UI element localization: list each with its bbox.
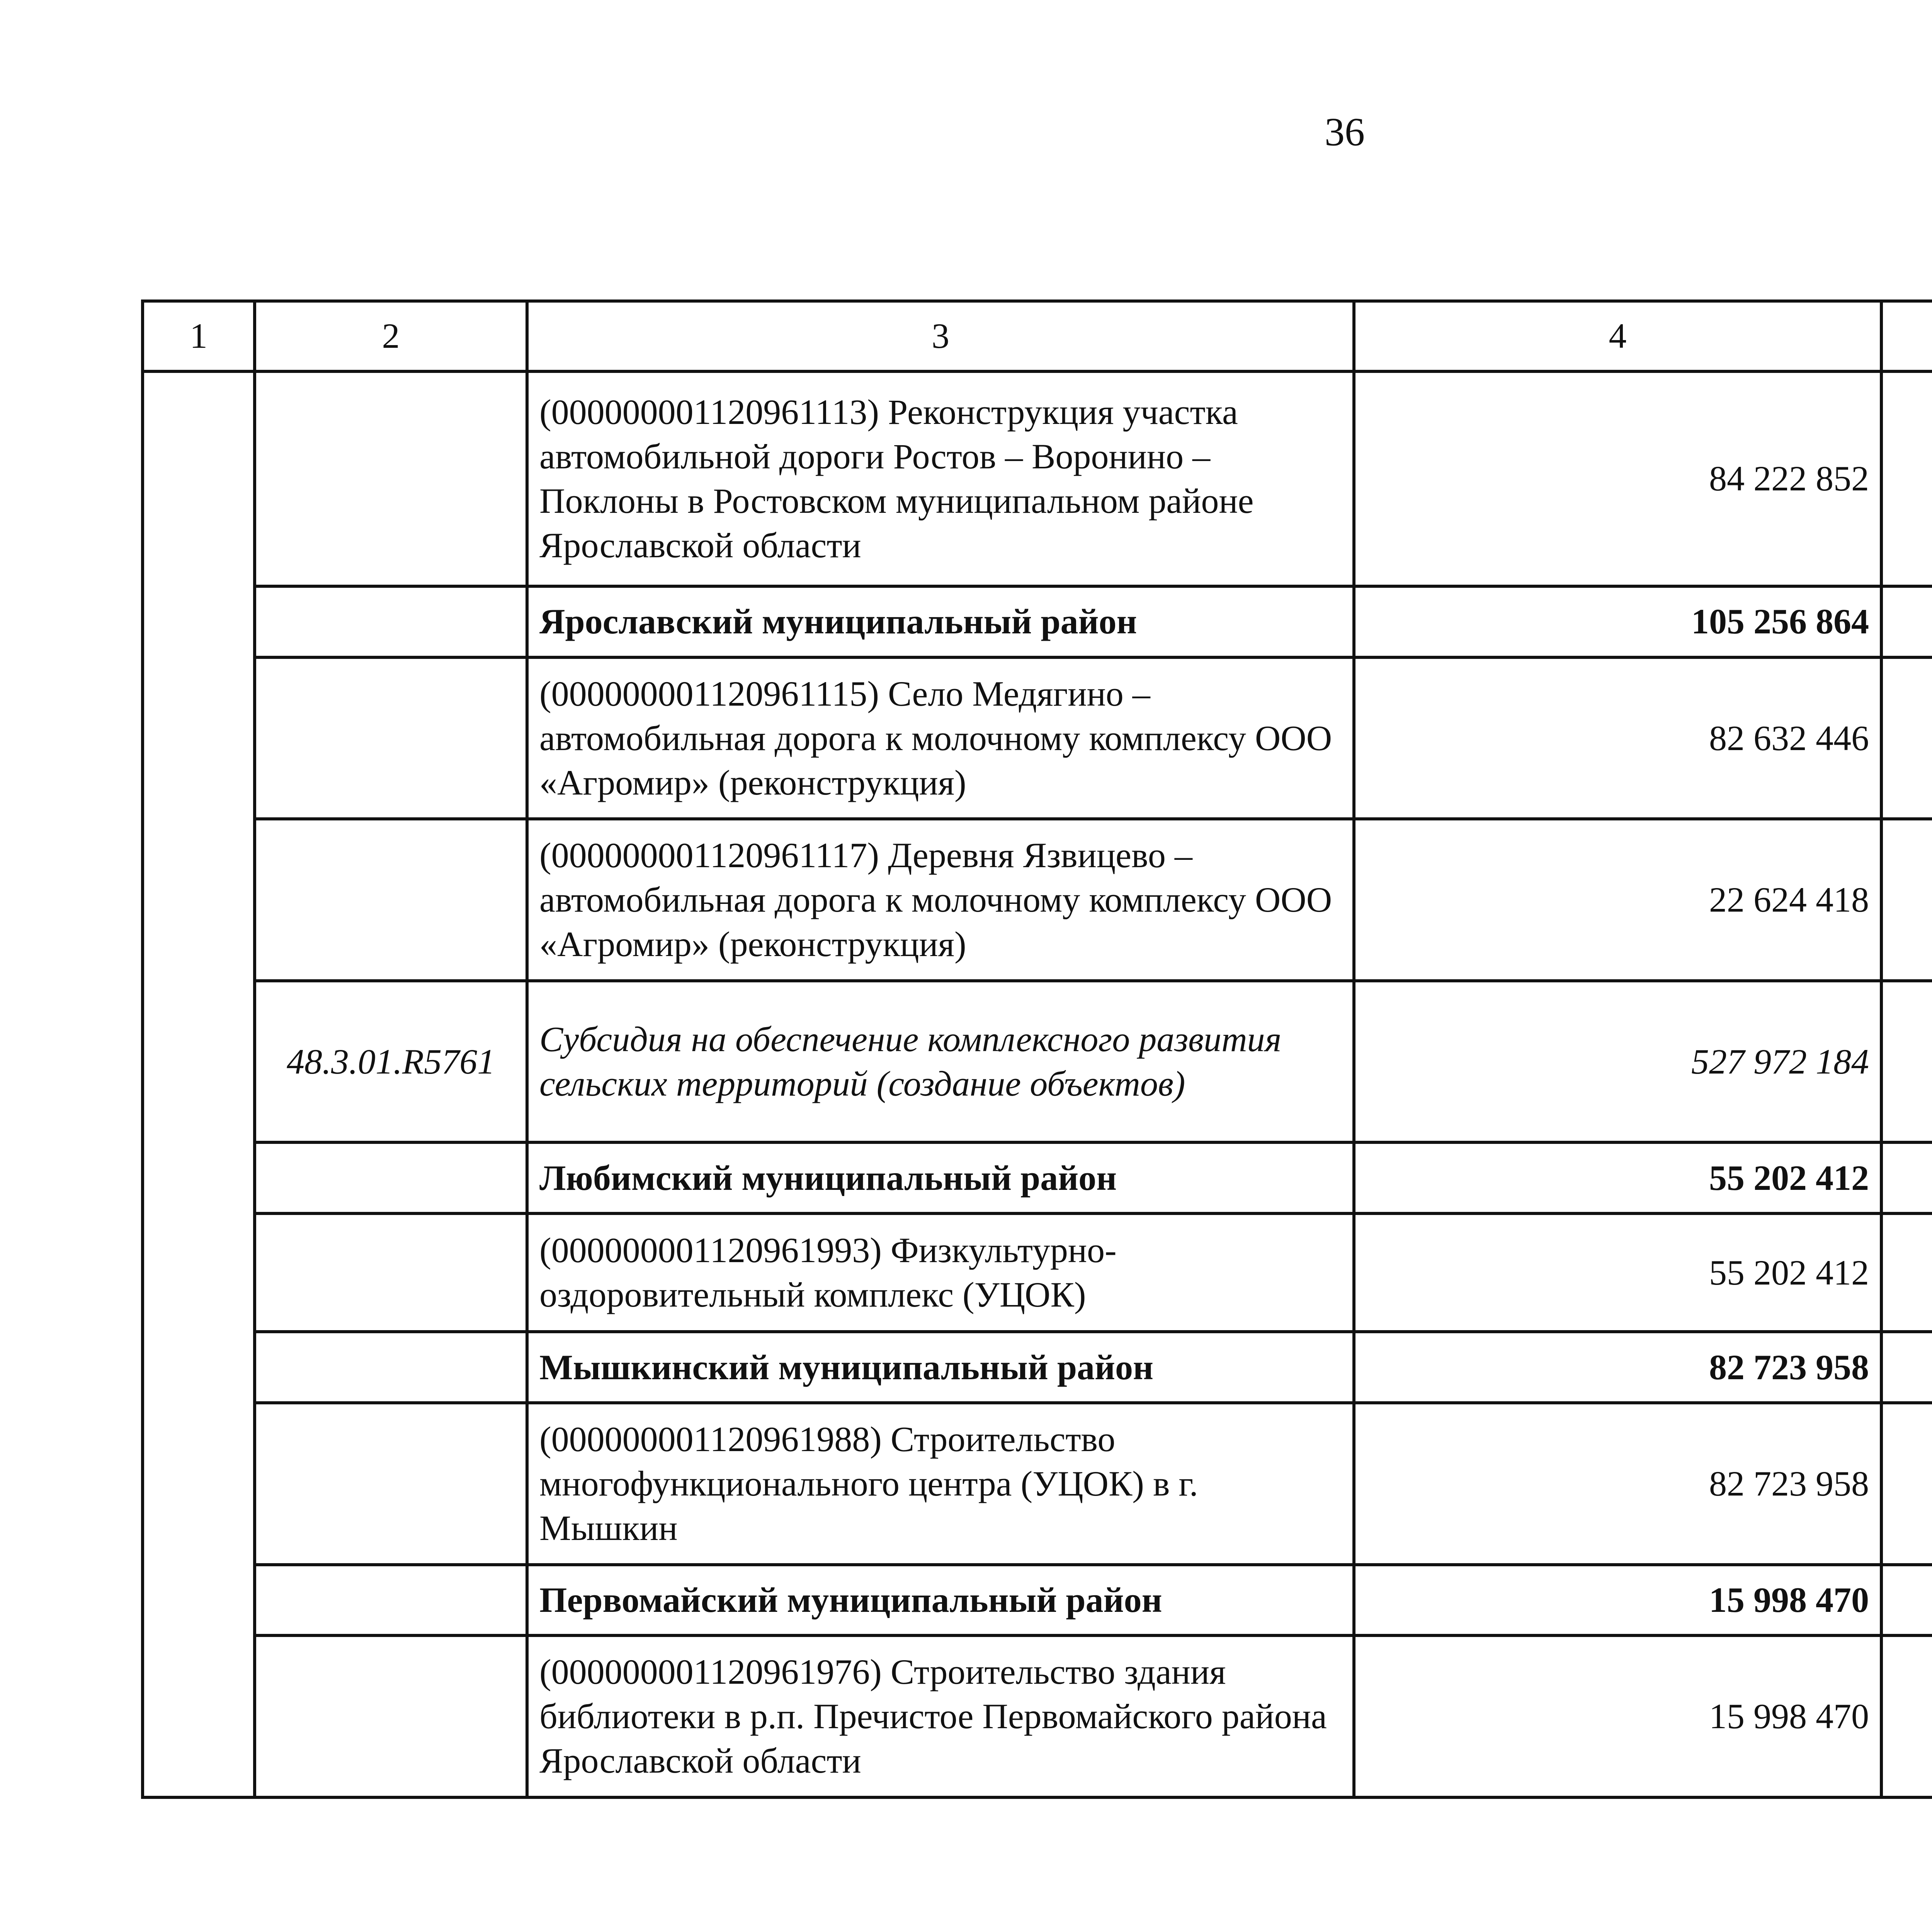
table-row-district [143,586,1932,657]
column-header-3: 3 [527,301,1354,371]
row-value-5 [1881,819,1932,981]
row-value-4: 84 222 852 [1354,371,1881,586]
row-value-5 [1881,1565,1932,1636]
row-value-4: 15 998 470 [1354,1565,1881,1636]
row-code: 48.3.01.R5761 [255,981,527,1143]
row-description: Ярославский муниципальный район [527,586,1354,657]
table-row-district [143,1565,1932,1636]
column-1-merged-cell [143,371,255,1797]
row-description: (000000001120961117) Деревня Язвицево – автомобильная дорога к молочному комплексу ООО «Агромир» (реконструкция) [527,819,1354,981]
row-value-4: 82 723 958 [1354,1403,1881,1565]
row-description: (000000001120961993) Физкультурно-оздоровительный комплекс (УЦОК) [527,1213,1354,1332]
header-row [143,301,1932,371]
table-row [143,1213,1932,1332]
row-description: Мышкинский муниципальный район [527,1332,1354,1403]
page-number: 36 [1325,110,1365,154]
table-row-district [143,1142,1932,1213]
budget-table [141,299,1932,1799]
row-value-4: 82 632 446 [1354,657,1881,819]
row-value-5 [1881,371,1932,586]
row-code [255,1213,527,1332]
column-header-1: 1 [143,301,255,371]
row-value-5 [1881,1403,1932,1565]
row-code [255,586,527,657]
row-description: Первомайский муниципальный район [527,1565,1354,1636]
row-value-5 [1881,1142,1932,1213]
row-value-4: 15 998 470 [1354,1635,1881,1797]
row-description: (000000001120961115) Село Медягино – автомобильная дорога к молочному комплексу ООО «Агромир» (реконструкция) [527,657,1354,819]
column-header-4: 4 [1354,301,1881,371]
row-value-5 [1881,1332,1932,1403]
row-description: (000000001120961976) Строительство здания библиотеки в р.п. Пречистое Первомайского района Ярославской области [527,1635,1354,1797]
column-header-2: 2 [255,301,527,371]
table-row [143,371,1932,586]
table-row [143,819,1932,981]
row-description: (000000001120961988) Строительство многофункционального центра (УЦОК) в г. Мышкин [527,1403,1354,1565]
row-value-5 [1881,657,1932,819]
table-row-district [143,1332,1932,1403]
row-value-4: 82 723 958 [1354,1332,1881,1403]
column-header-5 [1881,301,1932,371]
row-value-4: 105 256 864 [1354,586,1881,657]
table-row [143,1403,1932,1565]
row-value-4: 55 202 412 [1354,1213,1881,1332]
row-description: (000000001120961113) Реконструкция участка автомобильной дороги Ростов – Воронино – Поклоны в Ростовском муниципальном районе Ярославской области [527,371,1354,586]
row-code [255,1142,527,1213]
row-value-4: 527 972 184 [1354,981,1881,1143]
row-description: Субсидия на обеспечение комплексного развития сельских территорий (создание объектов) [527,981,1354,1143]
row-code [255,1635,527,1797]
row-value-5 [1881,981,1932,1143]
row-code [255,1565,527,1636]
row-value-5 [1881,1213,1932,1332]
row-value-4: 22 624 418 [1354,819,1881,981]
table-row [143,1635,1932,1797]
table-row-subsidy [143,981,1932,1143]
table-row [143,657,1932,819]
row-description: Любимский муниципальный район [527,1142,1354,1213]
row-code [255,657,527,819]
row-code [255,819,527,981]
row-code [255,1403,527,1565]
row-value-5 [1881,1635,1932,1797]
row-code [255,1332,527,1403]
row-value-5 [1881,586,1932,657]
row-code [255,371,527,586]
row-value-4: 55 202 412 [1354,1142,1881,1213]
